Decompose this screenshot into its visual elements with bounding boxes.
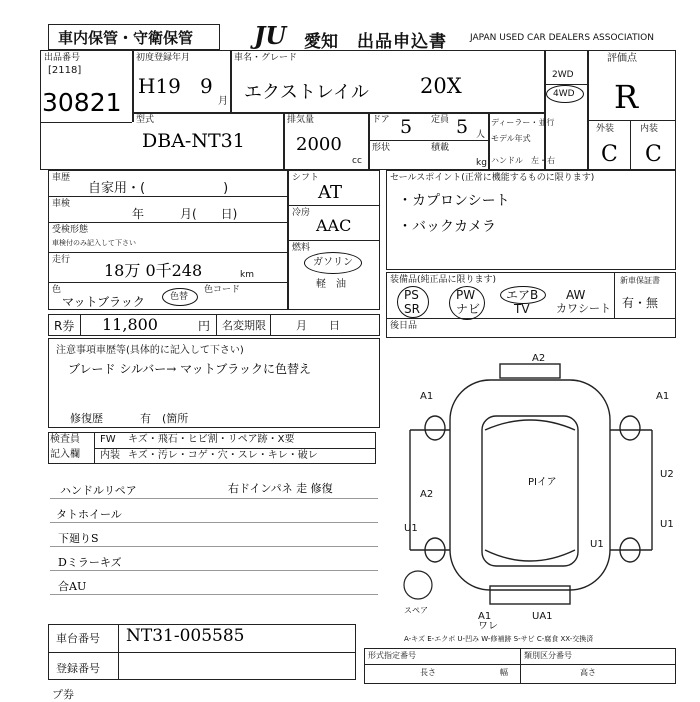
- notes-header: 注意事項車歴等(具体的に記入して下さい): [56, 345, 244, 356]
- ac-label: 冷房: [292, 208, 311, 218]
- doors-label: ドア: [372, 115, 390, 125]
- storage-note: 車内保管・守衛保管: [58, 29, 194, 47]
- length-label: 長さ: [420, 668, 436, 677]
- sales-points-label: セールスポイント(正常に機能するものに限ります): [390, 173, 595, 183]
- interior-check-label: 内装: [100, 450, 120, 461]
- equip-kawaseat: カワシート: [556, 302, 611, 315]
- equip-pw: PW: [456, 288, 476, 302]
- color-change: 色替: [170, 292, 189, 302]
- color-code-label: 色コード: [204, 285, 241, 295]
- entry-label: 記入欄: [50, 449, 80, 460]
- recycle-label: R券: [54, 319, 75, 333]
- first-reg-month: 9: [200, 74, 213, 98]
- displacement-unit: cc: [352, 156, 362, 166]
- remark-1: ハンドルリペア: [60, 484, 137, 497]
- color-value: マットブラック: [62, 295, 145, 309]
- mileage-value: 18万 0千248: [104, 261, 203, 280]
- remark-2: タトホイール: [56, 508, 122, 521]
- diagram-mark-ua1-bottom: UA1: [532, 611, 553, 622]
- usage-value: 自家用・( ): [88, 181, 229, 196]
- load-label: 積載: [431, 143, 450, 153]
- bottom-stub: プ券: [52, 688, 74, 701]
- exterior-label: 外装: [596, 124, 615, 134]
- diagram-mark-u2-right: U2: [660, 469, 674, 480]
- capacity-unit: 人: [476, 130, 486, 140]
- fuel-diesel: 軽 油: [316, 279, 346, 290]
- diagram-mark-a1-bottom: A1 ワレ: [478, 611, 498, 632]
- dealer-import-label: ディーラー・並行: [491, 118, 555, 127]
- category-label: 類別区分番号: [524, 651, 572, 660]
- recycle-value: 11,800: [102, 315, 158, 334]
- vehicle-name: エクストレイル: [244, 82, 369, 103]
- model-year-label: モデル年式: [491, 134, 531, 143]
- equip-airbag-circle: [500, 286, 546, 304]
- mileage-unit: km: [240, 270, 254, 280]
- equipment-label: 装備品(純正品に限ります): [390, 275, 497, 285]
- lot-number: 30821: [42, 88, 122, 117]
- equip-sr: SR: [404, 302, 420, 316]
- vehicle-grade: 20X: [420, 74, 462, 98]
- fw-items: キズ・飛石・ヒビ割・リペア跡・X要: [128, 434, 295, 445]
- exterior-value: C: [601, 142, 618, 167]
- equip-tv: TV: [514, 302, 530, 316]
- inspector-label: 検査員: [50, 434, 80, 445]
- equip-pw-circle: [449, 286, 485, 320]
- capacity-label: 定員: [431, 115, 450, 125]
- side-remark: 右ドインパネ 走 修復: [228, 482, 333, 495]
- damage-legend: A-キズ E-エクボ U-凹み W-修補跡 S-サビ C-腐食 XX-交換済: [404, 635, 594, 643]
- repair-value: 有 (箇所: [140, 412, 189, 425]
- equip-aw: AW: [566, 288, 586, 302]
- rating-value: R: [614, 78, 639, 116]
- repair-label: 修復歴: [70, 412, 103, 425]
- new-car-warranty-label: 新車保証書: [620, 276, 660, 285]
- equip-ps-circle: [397, 286, 429, 318]
- interior-items: キズ・汚レ・コゲ・穴・スレ・キレ・破レ: [128, 450, 318, 461]
- handle-label: ハンドル 左・右: [491, 156, 555, 165]
- diagram-mark-a1-right: A1: [656, 391, 670, 402]
- height-label: 高さ: [580, 668, 596, 677]
- interior-value: C: [645, 142, 662, 167]
- model-value: DBA-NT31: [142, 130, 245, 152]
- inspection-label: 車検: [52, 199, 71, 209]
- load-unit: kg: [476, 158, 487, 168]
- expiry-value: 月 日: [296, 319, 340, 332]
- displacement-value: 2000: [296, 134, 342, 155]
- first-reg-label: 初度登録年月: [136, 53, 191, 63]
- shift-label: シフト: [292, 173, 320, 183]
- displacement-label: 排気量: [287, 115, 315, 125]
- shape-label: 形状: [372, 143, 391, 153]
- sales-point-2: ・バックカメラ: [398, 219, 496, 235]
- after-items-label: 後日品: [390, 321, 418, 331]
- width-label: 幅: [500, 668, 508, 677]
- vehicle-name-label: 車名・グレード: [234, 53, 298, 63]
- remark-4: Dミラーキズ: [58, 556, 122, 569]
- type-label: 形式指定番号: [368, 651, 416, 660]
- inspection-type-label: 受検形態: [52, 225, 89, 235]
- top-section: [40, 50, 676, 170]
- shift-value: AT: [318, 182, 343, 203]
- rating-label: 評価点: [607, 53, 637, 64]
- form-title: 出品申込書: [357, 32, 447, 52]
- equip-ps: PS: [404, 288, 419, 302]
- spare-circle: [404, 571, 432, 599]
- diagram-mark-u1-right: U1: [660, 519, 674, 530]
- interior-label: 内装: [640, 124, 659, 134]
- fw-label: FW: [100, 434, 116, 445]
- diagram-mark-u1-left: U1: [404, 523, 418, 534]
- lot-label: 出品番号: [44, 53, 81, 63]
- ju-logo: JU: [254, 21, 287, 50]
- color-label: 色: [52, 285, 62, 295]
- warranty-value: 有・無: [622, 296, 659, 310]
- chassis-number: NT31-005585: [126, 626, 245, 646]
- doors-value: 5: [400, 116, 413, 138]
- fuel-gasoline: ガソリン: [313, 257, 353, 268]
- remark-3: 下廻りS: [58, 532, 99, 545]
- drive-2wd: 2WD: [552, 70, 574, 80]
- plate-label: 登録番号: [56, 662, 100, 675]
- model-label: 型式: [136, 115, 155, 125]
- org-name: 愛知: [304, 32, 338, 52]
- lot-prefix: [2118]: [48, 65, 82, 76]
- mileage-label: 走行: [52, 255, 71, 265]
- diagram-mark-u1-mid: U1: [590, 539, 604, 550]
- recycle-unit: 円: [198, 319, 211, 333]
- fuel-label: 燃料: [292, 243, 311, 253]
- equip-airbag: エアB: [506, 288, 539, 302]
- first-reg-era: H19: [138, 74, 181, 98]
- equip-navi: ナビ: [456, 302, 481, 316]
- association-name: JAPAN USED CAR DEALERS ASSOCIATION: [470, 33, 654, 43]
- inspection-value: 年 月( 日): [132, 207, 238, 221]
- remark-5: 合AU: [58, 580, 87, 593]
- diagram-mark-a2-top: A2: [532, 353, 546, 364]
- sales-point-1: ・カプロンシート: [398, 193, 510, 209]
- diagram-mark-center: PIイア: [528, 477, 557, 488]
- drive-4wd: 4WD: [553, 89, 575, 99]
- spare-label: スペア: [404, 606, 428, 615]
- inspection-type-sub: 車検付のみ記入して下さい: [52, 239, 136, 247]
- chassis-label: 車台番号: [56, 632, 100, 645]
- diagram-mark-a1-left: A1: [420, 391, 434, 402]
- capacity-value: 5: [456, 116, 469, 138]
- expiry-label: 名変期限: [222, 319, 266, 332]
- ac-value: AAC: [316, 216, 352, 235]
- car-damage-diagram: [390, 350, 680, 630]
- diagram-mark-a2-left: A2: [420, 489, 434, 500]
- usage-label: 車歴: [52, 173, 71, 183]
- note-1: ブレード シルバー→ マットブラックに色替え: [68, 362, 311, 376]
- first-reg-month-suffix: 月: [218, 96, 228, 107]
